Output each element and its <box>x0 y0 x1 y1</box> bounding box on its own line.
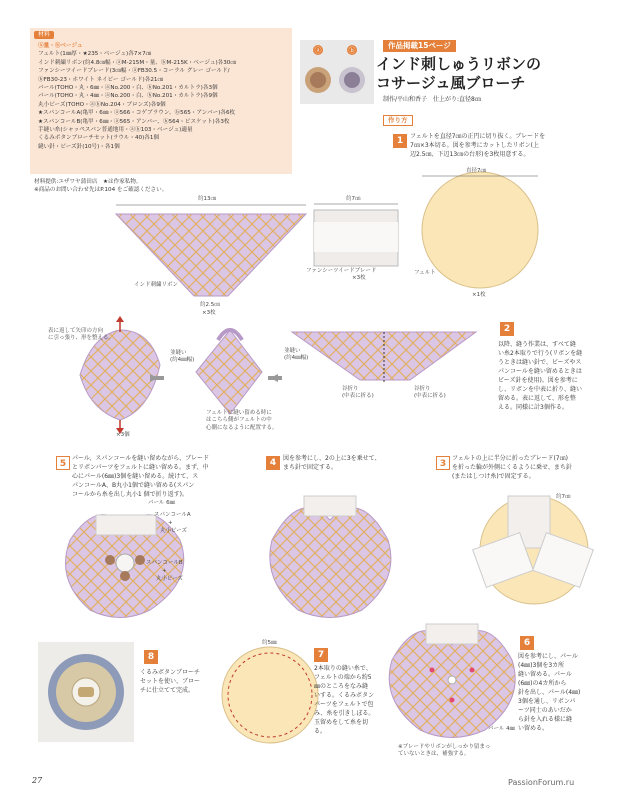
flip-note <box>48 328 114 343</box>
step-text-line: とリボンパーツをフェルトに縫い留める。まず、中 <box>72 464 209 471</box>
felt-placement-note <box>206 410 278 432</box>
note-line: はこちら側がフェルトの中 <box>206 417 272 424</box>
step-text-line: ら針を入れる様に縫 <box>518 716 573 723</box>
material-line: くるみボタンブローチセット(ラウル・40)各1個 <box>38 135 160 142</box>
step-text-line: い留める。 <box>518 725 549 732</box>
step-text-line: を折った輪が外側にくるように乗せ、まち針 <box>452 464 572 471</box>
photo-label-a: ⓐ <box>314 46 322 55</box>
step-text-line: 2本取りの縫い糸で、 <box>314 665 372 672</box>
note-line: ていないときは、補強する。 <box>398 751 470 758</box>
step-text-line: 玉留めをして糸を切 <box>314 719 369 726</box>
ribbon-petal-shaped <box>80 330 160 420</box>
title-line-1: インド刺しゅうリボンの <box>376 55 542 73</box>
material-line: ファンシーツイードブレード(3㎝幅・ⓐFB30.5・コーラル グレー ゴールド/ <box>38 68 230 75</box>
material-line: 手縫い糸(シャッペスパン普通地用・ⓐⓑ103・ベージュ)適量 <box>38 127 193 134</box>
plus-label: + <box>168 520 173 526</box>
step-text-line: パンコールA、B丸小1個で縫い留める(スパン <box>72 482 195 489</box>
small-bead-label: 丸小ビーズ <box>156 576 184 582</box>
braid-dim-label: 約7㎝ <box>556 494 571 500</box>
note-line: (中表に折る) <box>342 393 374 400</box>
felt-circle <box>422 172 538 288</box>
ribbon-bottom-dim: 約2.5㎝ <box>200 302 220 308</box>
step-text-line: うときは縫い針で、ビーズやス <box>498 359 582 366</box>
step-text-line: ビーズ針を使用)。図を参考に <box>498 377 578 384</box>
step-text-line: 3個を通し、リボンパ <box>518 698 576 705</box>
step-text-line: パーツをフェルトで包 <box>314 701 374 708</box>
ribbon-folded <box>196 330 262 414</box>
step-4-text <box>283 454 381 472</box>
ribbon-qty: ×3枚 <box>202 310 216 316</box>
step-6-text <box>518 652 580 733</box>
step-3-number: 3 <box>436 456 450 470</box>
ribbon-top-dim: 約13㎝ <box>198 196 216 202</box>
plus-label: + <box>162 568 167 574</box>
materials-note: ※商品のお問い合わせ先はP.104 をご確認ください。 <box>34 187 168 194</box>
step-6-number: 6 <box>520 636 534 650</box>
title-tag: 作品掲載15ページ <box>383 40 456 52</box>
step-2-text <box>498 340 582 412</box>
step-text-line: フェルトの上に半分に折ったブレード(7㎝) <box>452 455 568 462</box>
step-text-line: 7㎝×3本切る。図を参考にカットしたリボン(上 <box>410 142 539 149</box>
flower-step6 <box>389 624 515 738</box>
step-8-number: 8 <box>144 650 158 664</box>
howto-label: 作り方 <box>383 115 413 126</box>
fold-a <box>342 386 374 401</box>
ribbon-name: インド刺繍リボン <box>134 282 179 288</box>
approx-5mm-label: 約5㎜ <box>262 640 277 646</box>
finished-brooch-photo <box>38 642 134 742</box>
sequin-b-label: スパンコールB <box>146 560 183 566</box>
material-line: ⓑFB30-23・ホワイト ネイビー ゴールド)各21㎝ <box>38 76 164 83</box>
step-text-line: 図を参考にし、2の上に3を乗せて、 <box>283 455 381 462</box>
step-text-line: (またはしつけ糸)で固定する。 <box>452 473 535 480</box>
materials-title: ⓐ量・ⓑベージュ <box>38 43 83 49</box>
felt-braids-step3 <box>473 496 594 604</box>
braid-name: ファンシーツイードブレード <box>306 268 377 274</box>
braid-top-dim: 約7㎝ <box>346 196 361 202</box>
step-1-number: 1 <box>393 134 407 148</box>
note-line: 並縫い <box>284 348 301 354</box>
felt-name: フェルト <box>414 270 436 276</box>
step-text-line: チに仕立てて完成。 <box>140 687 195 694</box>
note-line: (約4㎜幅) <box>170 357 195 364</box>
note-line: 心側になるように配置する。 <box>206 424 278 431</box>
step-text-line: セットを使い、ブロー <box>140 678 201 685</box>
step-text-line: ーツ同士のあいだか <box>518 707 572 714</box>
step-text-line: 辺2.5㎝、下辺13㎝の台形)を3枚用意する。 <box>410 151 530 158</box>
watermark: PassionForum.ru <box>508 778 575 787</box>
step-text-line: まち針で固定する。 <box>283 464 338 471</box>
felt-top-dim: 直径7㎝ <box>466 168 486 174</box>
step-7-number: 7 <box>314 648 328 662</box>
reinforce-note <box>398 744 490 759</box>
step-text-line: 以降、縫う作業は、すべて縫 <box>498 341 576 348</box>
note-line: フェルトに縫い留める時に <box>206 410 272 416</box>
materials-tag: 材料 <box>34 31 54 39</box>
pearl-6mm-label: パール 6㎜ <box>148 500 176 506</box>
page-number: 27 <box>32 776 43 785</box>
note-line: 表に返して矢印の方向 <box>48 328 104 334</box>
photo-label-b: ⓑ <box>348 46 356 55</box>
note-line: 谷折り <box>342 386 359 392</box>
material-line: 丸小ビーズ(TOHO・ⓐⓑNo.204・ブロンズ)各9個 <box>38 101 166 108</box>
material-line: ★スパンコールB(亀甲・6㎜・ⓐ565・アンバー、ⓑ564・ビスケット)各3枚 <box>38 118 230 125</box>
flower-step4 <box>270 496 391 618</box>
step-text-line: える。同様に計3個作る。 <box>498 404 568 411</box>
braid-qty: ×3枚 <box>352 275 366 281</box>
step-4-number: 4 <box>266 456 280 470</box>
step-text-line: (4㎜)3個を3カ所 <box>518 662 565 669</box>
step-2-number: 2 <box>500 322 514 336</box>
step-text-line: くるみボタンブローチ <box>140 669 201 676</box>
quantity-x3: ×3個 <box>116 432 130 438</box>
material-line: ★スパンコールA(亀甲・6㎜・ⓐ566・コゲブラウン、ⓑ565・アンバー)各6枚 <box>38 110 236 117</box>
step-text-line: コールから糸を出し丸小1 個で折り返す)。 <box>72 491 188 498</box>
seam-left <box>170 350 194 365</box>
material-line: 縫い針・ビーズ針(10号)・各1個 <box>38 143 120 150</box>
felt-qty: ×1枚 <box>472 292 486 298</box>
note-line: 谷折り <box>414 386 431 392</box>
pearl-4mm-label: パール 4㎜ <box>488 726 516 732</box>
step-text-line: い糸2本取りで行う(リボンを縫 <box>498 350 583 357</box>
step-text-line: 縫い留める。パール <box>518 671 572 678</box>
step-text-line: パンコールを縫い留めるときは <box>498 368 582 375</box>
step-text-line: フェルトの端から約5 <box>314 674 372 681</box>
note-line: (約4㎜幅) <box>284 355 309 362</box>
step-8-text <box>140 668 200 695</box>
felt-circle-step7 <box>222 647 318 743</box>
material-line: フェルト(1㎜厚・★235・ベージュ)各7×7㎝ <box>38 51 152 58</box>
step-3-text <box>452 454 572 481</box>
note-line: ※ブレードやリボンがしっかり留まっ <box>398 744 491 750</box>
credit: 制作/平山和香子 仕上がり:直径8㎝ <box>383 96 481 103</box>
step-text-line: 心にパール(6㎜)3個を縫い留める。続けて、ス <box>72 473 199 480</box>
small-bead-label: 丸小ビーズ <box>160 528 188 534</box>
step-5-text <box>72 454 209 499</box>
step-text-line: パール、スパンコールを縫い留めながら、ブレード <box>72 455 210 462</box>
note-line: (中表に折る) <box>414 393 446 400</box>
material-line: パール(TOHO・丸・6㎜・ⓐNo.200・白、ⓑNo.201・カルトラ)各3個 <box>38 85 218 92</box>
step-text-line: 留める。表に返して、形を整 <box>498 395 576 402</box>
step-text-line: (6㎜)の4カ所から <box>518 680 567 687</box>
material-line: パール(TOHO・丸・4㎜・ⓐNo.200・白、ⓑNo.201・カルトラ)各9個 <box>38 93 218 100</box>
step-text-line: 図を参考にし、パール <box>518 653 578 660</box>
step-text-line: し、リボンを中表に折り、縫い <box>498 386 583 393</box>
step-text-line: ㎜のところをなみ縫 <box>314 683 369 690</box>
fold-b <box>414 386 446 401</box>
step-text-line: 針を出し、パール(4㎜) <box>518 689 581 696</box>
note-line: 並縫い <box>170 350 187 356</box>
step-text-line: み、糸を引きしぼる。 <box>314 710 375 717</box>
note-line: に引っ張り、形を整える。 <box>48 335 115 342</box>
sequin-a-label: スパンコールA <box>154 512 191 518</box>
step-text-line: いする。くるみボタン <box>314 692 375 699</box>
material-line: インド刺繍リボン(約4.8㎝幅・ⓐM-215M・量、ⓑM-215K・ベージュ)各30㎝ <box>38 59 236 66</box>
step-5-number: 5 <box>56 456 70 470</box>
seam-right <box>284 348 308 363</box>
materials-note: 材料提供:ユザワヤ蒲田店 ★は作家私物。 <box>34 179 142 185</box>
step-7-text <box>314 664 374 736</box>
step-text-line: る。 <box>314 728 327 735</box>
title-line-2: コサージュ風ブローチ <box>376 74 526 92</box>
step-text-line: フェルトを直径7㎝の正円に切り抜く。ブレードを <box>410 133 546 140</box>
